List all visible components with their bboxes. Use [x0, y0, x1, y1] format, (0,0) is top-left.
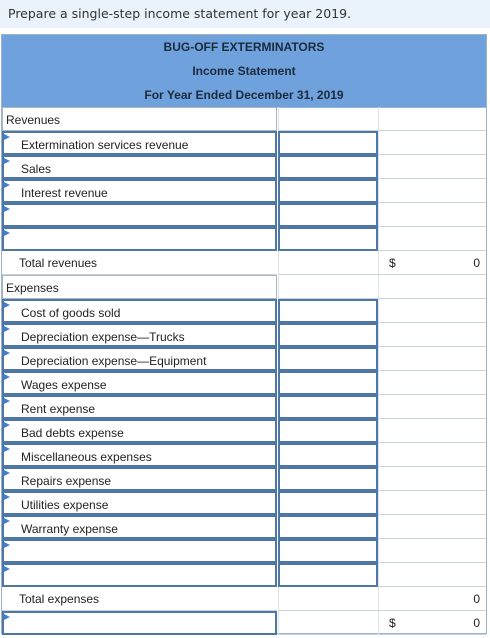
dropdown-marker-icon [4, 614, 10, 620]
expense-account-select[interactable] [2, 491, 277, 515]
revenue-amount-input[interactable] [278, 155, 378, 179]
expense-row [2, 419, 486, 443]
total-expenses-value: 0 [473, 592, 480, 606]
expense-row [2, 563, 486, 587]
dropdown-marker-icon [4, 326, 10, 332]
dropdown-marker-icon [4, 446, 10, 452]
blank-cell [278, 587, 378, 611]
expense-amount-input[interactable] [278, 347, 378, 371]
revenue-amount-input[interactable] [278, 131, 378, 155]
expense-account-select[interactable] [2, 515, 277, 539]
expenses-heading: Expenses [2, 275, 277, 299]
dropdown-marker-icon [4, 542, 10, 548]
blank-cell [378, 539, 486, 563]
expense-row [2, 467, 486, 491]
expense-amount-input[interactable] [278, 299, 378, 323]
expense-account-label: Depreciation expense—Equipment [21, 354, 207, 368]
revenue-row [2, 227, 486, 251]
expense-amount-input[interactable] [278, 395, 378, 419]
net-income-value: 0 [473, 616, 480, 630]
blank-cell [278, 251, 378, 275]
statement-title: Income Statement [2, 59, 486, 84]
expense-row [2, 347, 486, 371]
blank-cell [378, 107, 486, 131]
revenue-row [2, 155, 486, 179]
expense-row [2, 443, 486, 467]
total-revenues-row [2, 251, 486, 275]
expense-account-select[interactable] [2, 395, 277, 419]
blank-cell [378, 443, 486, 467]
blank-cell [378, 491, 486, 515]
company-name: BUG-OFF EXTERMINATORS [2, 35, 486, 60]
expense-account-select[interactable] [2, 467, 277, 491]
revenue-account-label: Sales [21, 162, 52, 176]
dropdown-marker-icon [4, 470, 10, 476]
expense-account-select[interactable] [2, 443, 277, 467]
expense-account-label: Repairs expense [21, 474, 112, 488]
revenue-account-select[interactable] [2, 227, 277, 251]
revenue-row [2, 179, 486, 203]
revenue-row [2, 131, 486, 155]
dropdown-marker-icon [4, 566, 10, 572]
expense-account-select[interactable] [2, 323, 277, 347]
blank-cell [278, 611, 378, 635]
dropdown-marker-icon [4, 374, 10, 380]
expense-amount-input[interactable] [278, 491, 378, 515]
currency-symbol: $ [389, 256, 396, 270]
net-income-label-select[interactable] [2, 611, 277, 635]
blank-cell [378, 395, 486, 419]
dropdown-marker-icon [4, 158, 10, 164]
dropdown-marker-icon [4, 206, 10, 212]
revenue-account-select[interactable] [2, 155, 277, 179]
expense-amount-input[interactable] [278, 515, 378, 539]
dropdown-marker-icon [4, 182, 10, 188]
dropdown-marker-icon [4, 494, 10, 500]
expense-account-label: Rent expense [21, 402, 96, 416]
total-expenses-label: Total expenses [2, 587, 277, 611]
expense-account-select[interactable] [2, 299, 277, 323]
expense-account-select[interactable] [2, 563, 277, 587]
revenue-amount-input[interactable] [278, 179, 378, 203]
expense-row [2, 299, 486, 323]
expense-account-label: Depreciation expense—Trucks [21, 330, 185, 344]
expense-account-select[interactable] [2, 419, 277, 443]
expense-amount-input[interactable] [278, 371, 378, 395]
expense-account-label: Bad debts expense [21, 426, 124, 440]
total-revenues-label: Total revenues [2, 251, 277, 275]
revenue-account-select[interactable] [2, 179, 277, 203]
expense-account-select[interactable] [2, 347, 277, 371]
expense-row [2, 395, 486, 419]
blank-cell [378, 299, 486, 323]
revenue-account-select[interactable] [2, 203, 277, 227]
blank-cell [378, 347, 486, 371]
blank-cell [278, 275, 378, 299]
statement-period: For Year Ended December 31, 2019 [2, 83, 486, 108]
expense-amount-input[interactable] [278, 467, 378, 491]
total-expenses-row [2, 587, 486, 611]
expense-account-label: Wages expense [21, 378, 107, 392]
income-statement-table [1, 34, 487, 634]
dropdown-marker-icon [4, 422, 10, 428]
net-income-cell [378, 611, 486, 635]
expenses-heading-row [2, 275, 486, 299]
expense-account-label: Utilities expense [21, 498, 109, 512]
blank-cell [378, 203, 486, 227]
blank-cell [378, 419, 486, 443]
dropdown-marker-icon [4, 518, 10, 524]
currency-symbol: $ [389, 616, 396, 630]
blank-cell [378, 179, 486, 203]
blank-cell [378, 131, 486, 155]
blank-cell [378, 563, 486, 587]
revenue-account-select[interactable] [2, 131, 277, 155]
revenues-heading: Revenues [2, 107, 277, 131]
expense-account-label: Cost of goods sold [21, 306, 121, 320]
blank-cell [378, 227, 486, 251]
expense-amount-input[interactable] [278, 539, 378, 563]
expense-account-label: Miscellaneous expenses [21, 450, 152, 464]
revenues-heading-row [2, 107, 486, 131]
expense-amount-input[interactable] [278, 323, 378, 347]
expense-row [2, 371, 486, 395]
dropdown-marker-icon [4, 302, 10, 308]
dropdown-marker-icon [4, 134, 10, 140]
dropdown-marker-icon [4, 350, 10, 356]
revenue-account-label: Extermination services revenue [21, 138, 189, 152]
blank-cell [378, 275, 486, 299]
blank-cell [278, 107, 378, 131]
expense-account-select[interactable] [2, 539, 277, 563]
expense-account-label: Warranty expense [21, 522, 118, 536]
expense-amount-input[interactable] [278, 443, 378, 467]
total-revenues-cell [378, 251, 486, 275]
blank-cell [378, 467, 486, 491]
total-revenues-value: 0 [473, 256, 480, 270]
expense-row [2, 491, 486, 515]
expense-row [2, 515, 486, 539]
blank-cell [378, 155, 486, 179]
expense-account-select[interactable] [2, 371, 277, 395]
expense-amount-input[interactable] [278, 563, 378, 587]
expense-row [2, 539, 486, 563]
dropdown-marker-icon [4, 230, 10, 236]
revenue-amount-input[interactable] [278, 203, 378, 227]
instruction-text: Prepare a single-step income statement for year 2019. [0, 0, 490, 28]
dropdown-marker-icon [4, 398, 10, 404]
blank-cell [378, 323, 486, 347]
revenue-row [2, 203, 486, 227]
expense-row [2, 323, 486, 347]
total-expenses-cell [378, 587, 486, 611]
blank-cell [378, 371, 486, 395]
expense-amount-input[interactable] [278, 419, 378, 443]
revenue-amount-input[interactable] [278, 227, 378, 251]
net-income-row [2, 611, 486, 635]
blank-cell [378, 515, 486, 539]
revenue-account-label: Interest revenue [21, 186, 108, 200]
